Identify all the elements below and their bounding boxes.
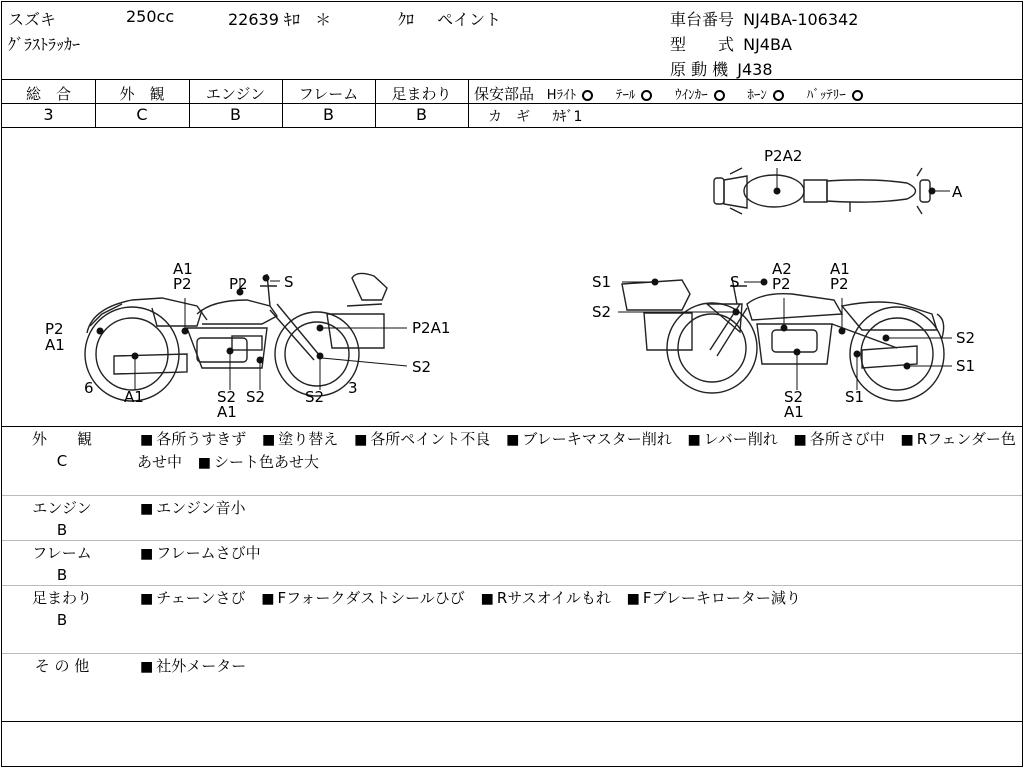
paint-note: ペイント <box>437 10 502 29</box>
label-left-s2: S2 <box>412 358 432 376</box>
grade-engine-label: エンジン <box>205 85 266 103</box>
label-left-s2: S2 <box>217 388 237 406</box>
ok-circle-icon <box>714 90 725 101</box>
remark-item: ■ エンジン音小 <box>140 499 246 517</box>
engine-value: J438 <box>737 60 773 79</box>
grade-frame-label: フレーム <box>298 85 359 103</box>
label-left-a1: A1 <box>124 388 144 406</box>
square-bullet-icon: ■ <box>140 546 154 562</box>
grade-suspension-value: B <box>416 105 427 124</box>
grade-suspension-label: 足まわり <box>391 85 452 103</box>
divider <box>2 495 1022 496</box>
label-right-a2: A2 <box>772 260 792 278</box>
remark-item: ■ レバー削れ <box>687 430 778 448</box>
model-code-label: 型 式 <box>670 35 735 54</box>
remark-item: ■ シート色あせ大 <box>197 453 320 471</box>
color-value: ｸﾛ <box>398 10 415 29</box>
square-bullet-icon: ■ <box>140 432 154 448</box>
color <box>398 7 501 30</box>
square-bullet-icon: ■ <box>506 432 520 448</box>
grade-engine-value: B <box>230 105 241 124</box>
remark-item: ■ フレームさび中 <box>140 544 261 562</box>
label-right-s2: S2 <box>956 329 976 347</box>
key-label: カ ギ <box>488 109 530 125</box>
label-top-a: A <box>952 183 963 201</box>
square-bullet-icon: ■ <box>793 432 807 448</box>
remark-item: ■ Rフェンダー色あせ中 <box>137 430 1016 471</box>
remark-list-engine <box>137 497 1017 520</box>
label-right-s2: S2 <box>784 388 804 406</box>
label-left-p2: P2 <box>229 275 248 293</box>
square-bullet-icon: ■ <box>262 432 276 448</box>
safety-item-horn: ﾎｰﾝ <box>747 88 784 103</box>
label-left-6: 6 <box>84 379 94 397</box>
square-bullet-icon: ■ <box>140 591 154 607</box>
remark-category-engine: エンジン B <box>32 499 92 539</box>
ok-circle-icon <box>773 90 784 101</box>
label-right-s: S <box>730 273 740 291</box>
grade-total-label: 総 合 <box>25 85 71 103</box>
ok-circle-icon <box>641 90 652 101</box>
engine-label: 原 動 機 <box>670 60 729 79</box>
remark-item: ■ チェーンさび <box>140 589 246 607</box>
safety-parts <box>474 83 863 104</box>
remark-item: ■ 社外メーター <box>140 657 247 675</box>
frame-no <box>670 7 858 30</box>
remark-item: ■ 各所うすきず <box>140 430 247 448</box>
grade-exterior-label: 外 観 <box>119 85 165 103</box>
safety-item-headlight: Hﾗｲﾄ <box>547 88 593 103</box>
label-left-3: 3 <box>348 379 358 397</box>
model-code <box>670 32 792 55</box>
inspection-sheet <box>1 1 1023 767</box>
safety-item-battery: ﾊﾞｯﾃﾘｰ <box>807 88 863 103</box>
remark-list-exterior <box>137 428 1017 474</box>
label-left-a1: A1 <box>217 403 237 421</box>
remark-list-frame <box>137 542 1017 565</box>
safety-item-tail: ﾃｰﾙ <box>616 88 653 103</box>
remark-item: ■ ブレーキマスター削れ <box>506 430 672 448</box>
bike-top-view <box>714 168 930 214</box>
remark-category-exterior: 外 観 C <box>31 430 92 470</box>
label-left-p2: P2 <box>45 320 64 338</box>
square-bullet-icon: ■ <box>261 591 275 607</box>
remark-item: ■ Fブレーキローター減り <box>626 589 801 607</box>
remark-item: ■ Rサスオイルもれ <box>480 589 611 607</box>
displacement: 250cc <box>126 7 175 26</box>
square-bullet-icon: ■ <box>900 432 914 448</box>
motorcycle-diagram <box>2 128 1023 425</box>
label-left-s2: S2 <box>246 388 266 406</box>
label-left-p2: P2 <box>173 275 192 293</box>
mileage <box>228 7 331 30</box>
label-left-s: S <box>284 273 294 291</box>
remark-item: ■ 塗り替え <box>262 430 339 448</box>
safety-title: 保安部品 <box>474 85 535 103</box>
divider <box>2 653 1022 654</box>
label-top-p2a2: P2A2 <box>764 147 803 165</box>
square-bullet-icon: ■ <box>480 591 494 607</box>
grade-exterior-value: C <box>136 105 148 124</box>
label-right-s1: S1 <box>845 388 865 406</box>
remark-item: ■ 各所さび中 <box>793 430 885 448</box>
label-right-a1: A1 <box>784 403 804 421</box>
remark-list-suspension <box>137 587 1017 610</box>
mileage-mark: ＊ <box>315 10 332 29</box>
divider <box>2 540 1022 541</box>
ok-circle-icon <box>582 90 593 101</box>
key-info <box>488 106 582 126</box>
remark-category-other: そ の 他 <box>34 657 90 675</box>
square-bullet-icon: ■ <box>197 455 212 471</box>
label-right-p2: P2 <box>772 275 791 293</box>
safety-item-winker: ｳｲﾝｶｰ <box>675 88 725 103</box>
square-bullet-icon: ■ <box>626 591 640 607</box>
divider <box>2 79 1022 80</box>
label-left-a1: A1 <box>173 260 193 278</box>
model-name: ｸﾞﾗｽﾄﾗｯｶｰ <box>8 35 81 54</box>
square-bullet-icon: ■ <box>354 432 368 448</box>
ok-circle-icon <box>852 90 863 101</box>
remark-item: ■ Fフォークダストシールひび <box>261 589 465 607</box>
divider <box>2 426 1022 427</box>
mileage-value: 22639 <box>228 10 279 29</box>
remark-category-frame: フレーム B <box>32 544 92 584</box>
remark-category-suspension: 足まわり B <box>31 589 92 629</box>
divider <box>2 721 1022 722</box>
engine-type <box>670 57 773 80</box>
divider <box>2 585 1022 586</box>
label-right-s1: S1 <box>592 273 612 291</box>
label-left-p2a1: P2A1 <box>412 319 451 337</box>
label-right-s2: S2 <box>592 303 612 321</box>
square-bullet-icon: ■ <box>140 659 154 675</box>
label-right-p2: P2 <box>830 275 849 293</box>
grade-frame-value: B <box>323 105 334 124</box>
label-right-a1: A1 <box>830 260 850 278</box>
label-left-a1: A1 <box>45 336 65 354</box>
frame-no-label: 車台番号 <box>670 10 735 29</box>
bike-right-view <box>622 275 944 401</box>
frame-no-value: NJ4BA-106342 <box>743 10 859 29</box>
mileage-unit: ｷﾛ <box>284 10 301 29</box>
label-right-s1: S1 <box>956 357 976 375</box>
square-bullet-icon: ■ <box>140 501 154 517</box>
remark-list-other <box>137 655 1017 678</box>
model-code-value: NJ4BA <box>743 35 792 54</box>
key-value: ｶｷﾞ1 <box>552 109 583 125</box>
remark-item: ■ 各所ペイント不良 <box>354 430 491 448</box>
grade-total-value: 3 <box>43 105 54 124</box>
damage-diagram <box>2 128 1023 425</box>
label-left-s2: S2 <box>305 388 325 406</box>
square-bullet-icon: ■ <box>687 432 701 448</box>
maker: スズキ <box>8 10 57 29</box>
